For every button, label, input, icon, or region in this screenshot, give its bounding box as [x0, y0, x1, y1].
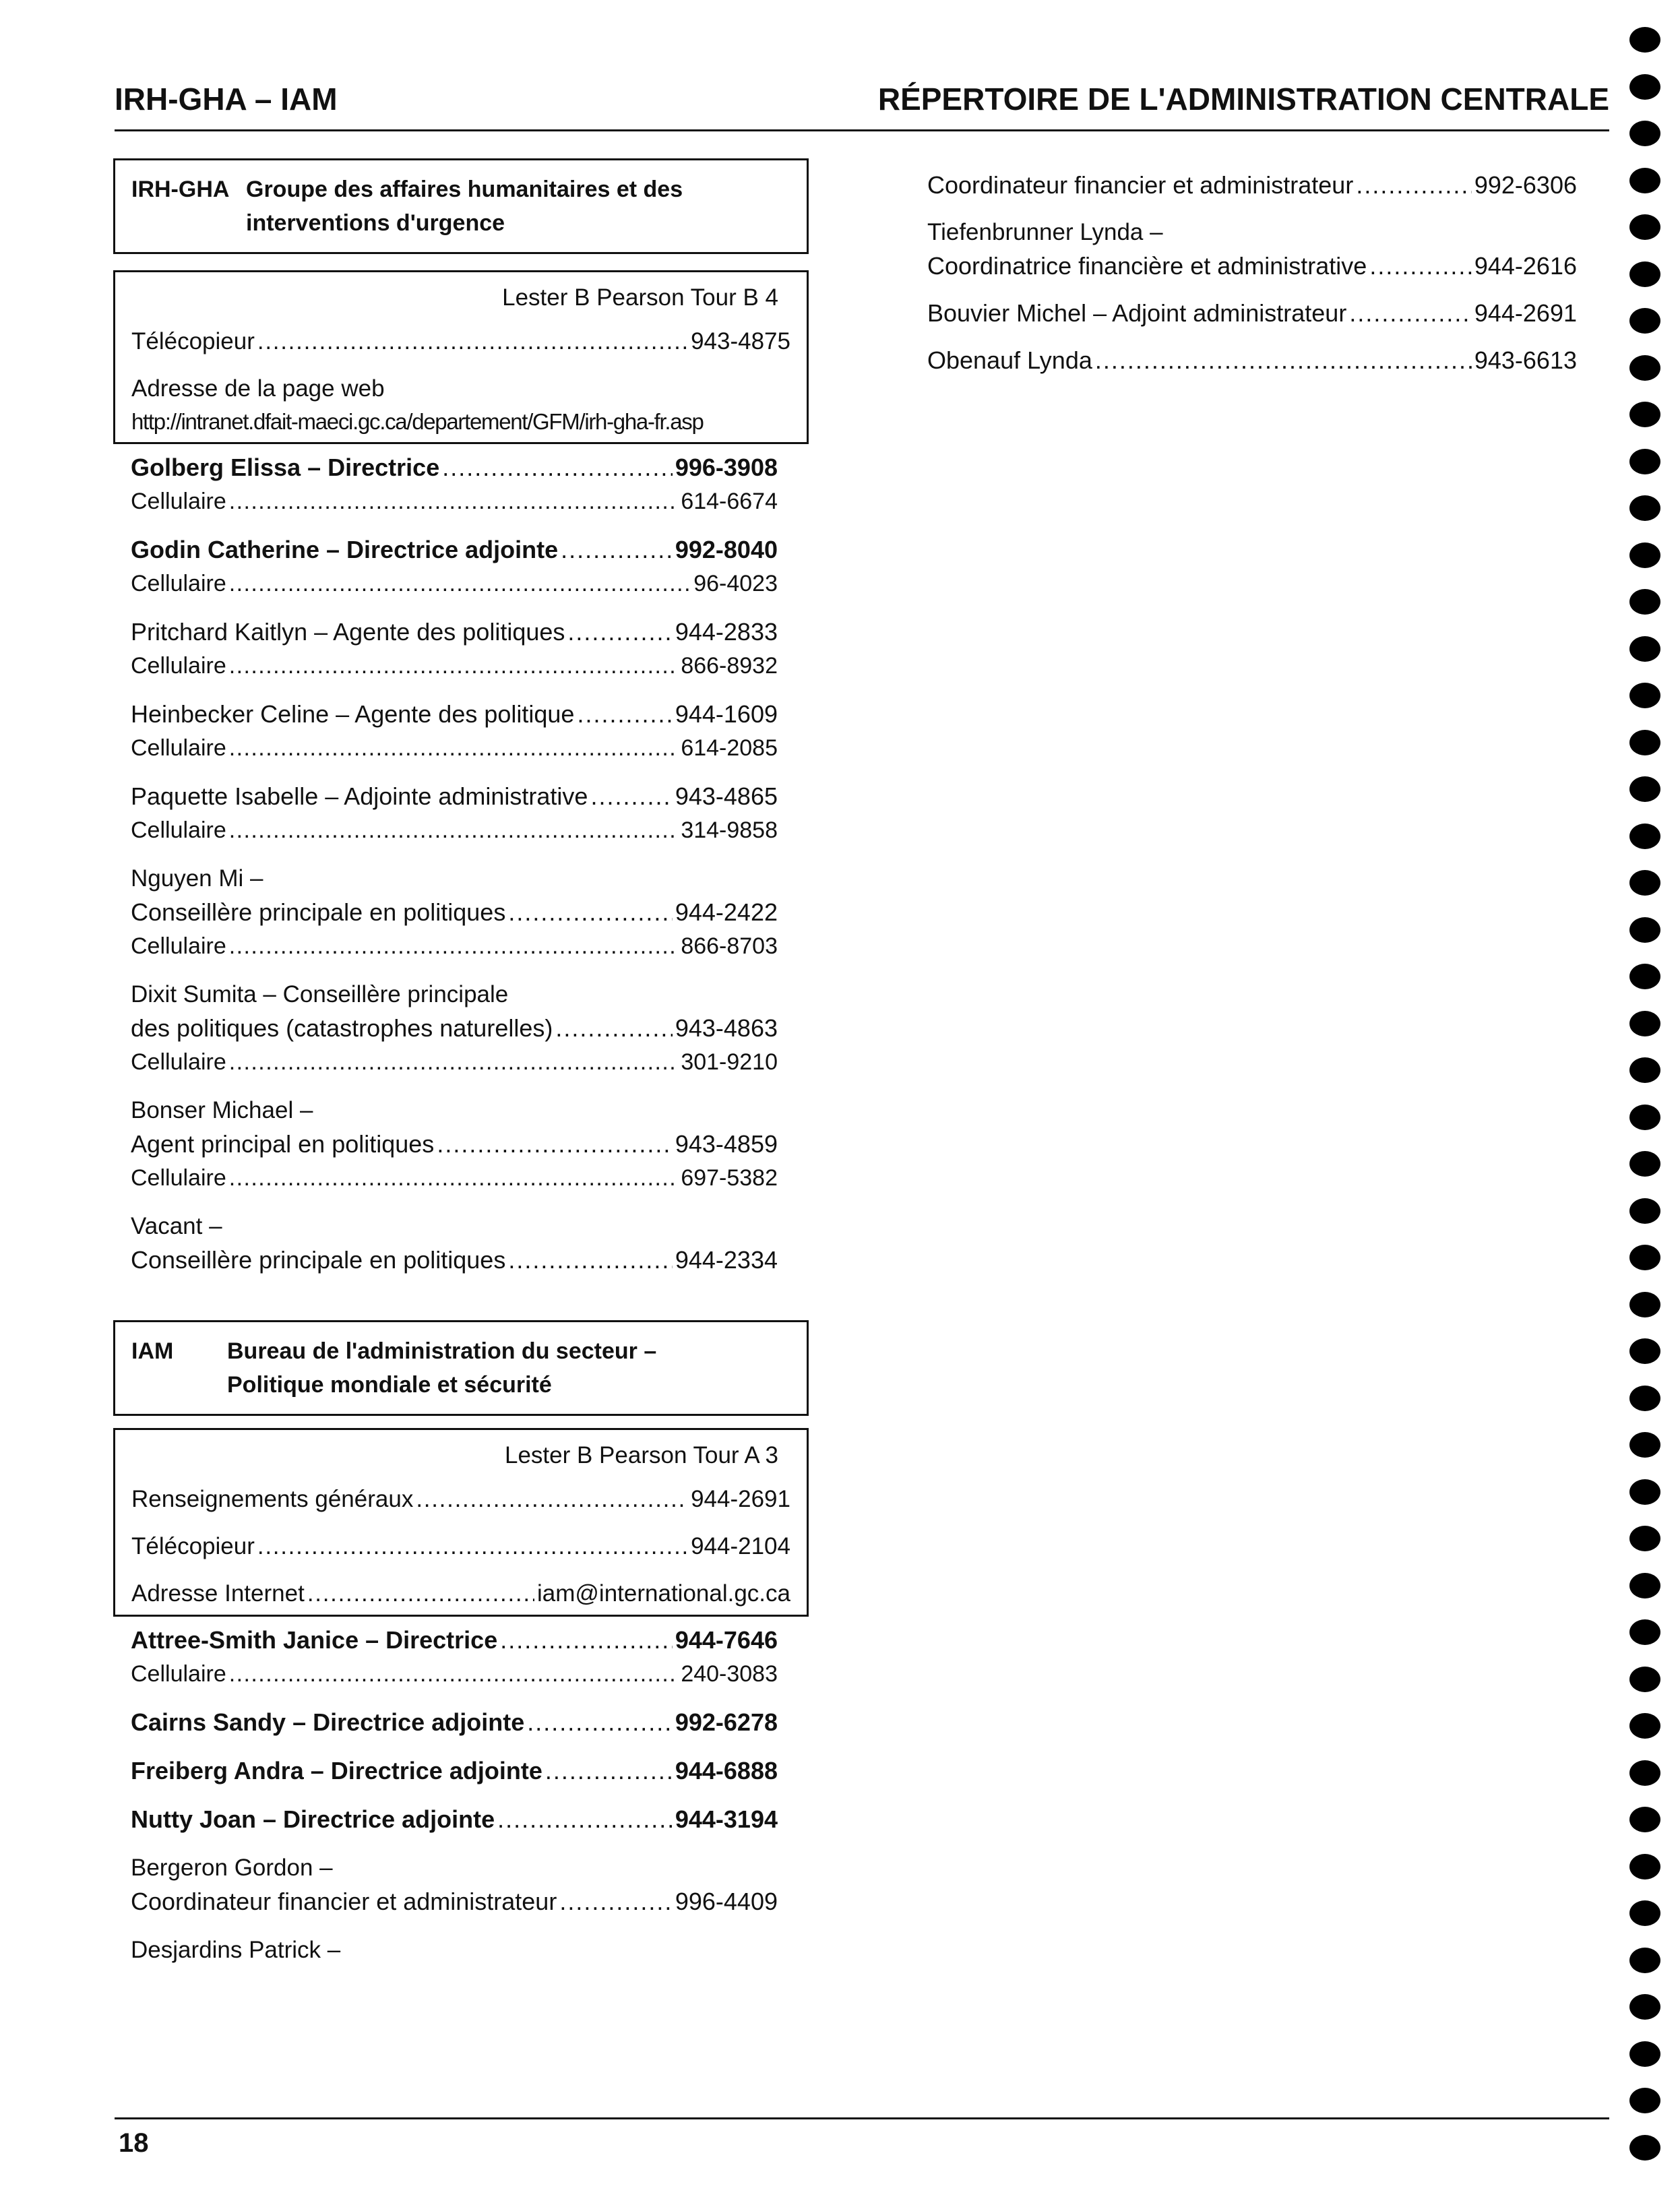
dot-leader — [229, 929, 679, 963]
section-title — [227, 1334, 790, 1402]
running-header-left: IRH-GHA – IAM — [115, 82, 338, 117]
entries-iam — [113, 1623, 809, 1967]
dot-leader — [1369, 249, 1472, 283]
list-item — [131, 780, 778, 847]
cell-number: 866-8932 — [681, 653, 778, 679]
dot-leader — [437, 1127, 673, 1161]
binding-hole — [1629, 2041, 1660, 2067]
section-code: IAM — [131, 1338, 174, 1364]
list-item — [131, 978, 778, 1079]
dot-leader — [508, 1243, 673, 1277]
binding-hole — [1629, 2088, 1660, 2113]
entry-title: Conseillère principale en politiques — [131, 898, 506, 926]
entry-name: Nutty Joan – Directrice adjointe — [131, 1805, 495, 1833]
entry-main-row — [927, 297, 1577, 330]
entry-name-line: Dixit Sumita – Conseillère principale — [131, 981, 509, 1007]
entry-name: Obenauf Lynda — [927, 346, 1092, 374]
entry-phone: 996-4409 — [675, 1888, 778, 1915]
entry-title: Agent principal en politiques — [131, 1130, 435, 1158]
binding-hole — [1629, 1807, 1660, 1832]
entry-name-line: Vacant – — [131, 1213, 222, 1239]
entry-cell-row — [131, 1045, 778, 1079]
entry-name-line: Tiefenbrunner Lynda – — [927, 219, 1163, 245]
binding-hole — [1629, 1479, 1660, 1505]
entry-name-line: Bonser Michael – — [131, 1097, 313, 1123]
list-item — [131, 1706, 778, 1739]
entry-main-row — [131, 615, 778, 649]
dot-leader — [229, 567, 691, 600]
info-row — [131, 1483, 790, 1516]
cell-label: Cellulaire — [131, 1049, 226, 1075]
binding-hole — [1629, 1011, 1660, 1036]
list-item — [131, 1851, 778, 1919]
binding-hole — [1629, 917, 1660, 943]
web-address — [131, 372, 790, 438]
binding-hole — [1629, 168, 1660, 193]
binding-hole — [1629, 1105, 1660, 1130]
binding-hole — [1629, 27, 1660, 53]
binding-hole — [1629, 1198, 1660, 1224]
dot-leader — [577, 697, 672, 731]
entry-main-row — [131, 697, 778, 731]
binding-hole — [1629, 449, 1660, 474]
binding-hole — [1629, 542, 1660, 568]
footer-rule — [115, 2117, 1609, 2119]
dot-leader — [1349, 297, 1472, 330]
binding-hole — [1629, 1948, 1660, 1973]
left-column — [113, 158, 809, 1967]
fax-label: Télécopieur — [131, 328, 255, 354]
dot-leader — [416, 1483, 688, 1516]
list-item — [131, 1094, 778, 1195]
entry-phone: 996-3908 — [675, 454, 778, 481]
binding-hole — [1629, 870, 1660, 896]
section-title-line: Groupe des affaires humanitaires et des — [246, 177, 683, 202]
dot-leader — [229, 1657, 679, 1691]
right-column — [927, 168, 1577, 377]
email-address: iam@international.gc.ca — [537, 1580, 790, 1607]
entry-phone: 944-2334 — [675, 1246, 778, 1274]
running-header-right: RÉPERTOIRE DE L'ADMINISTRATION CENTRALE — [877, 82, 1609, 117]
cell-label: Cellulaire — [131, 489, 226, 514]
entry-phone: 943-4859 — [675, 1130, 778, 1158]
cell-number: 614-2085 — [681, 735, 778, 761]
list-item — [131, 1933, 778, 1967]
cell-label: Cellulaire — [131, 571, 226, 596]
entry-name: Golberg Elissa – Directrice — [131, 454, 440, 481]
entry-title: Coordinateur financier et administrateur — [131, 1888, 557, 1915]
cell-number: 866-8703 — [681, 933, 778, 959]
entry-cell-row — [131, 485, 778, 518]
cell-label: Cellulaire — [131, 735, 226, 761]
section-info-box — [113, 270, 809, 444]
entry-name-line: Bergeron Gordon – — [131, 1855, 333, 1881]
cell-number: 697-5382 — [681, 1165, 778, 1191]
list-item — [131, 1210, 778, 1277]
location: Lester B Pearson Tour B 4 — [502, 284, 778, 311]
cell-label: Cellulaire — [131, 1165, 226, 1191]
dot-leader — [1356, 168, 1472, 202]
binding-hole — [1629, 308, 1660, 334]
entry-phone: 944-2422 — [675, 898, 778, 926]
binding-hole — [1629, 2135, 1660, 2161]
entry-phone: 944-2833 — [675, 618, 778, 646]
entry-cell-row — [131, 929, 778, 963]
dot-leader — [555, 1012, 673, 1045]
binding-hole — [1629, 355, 1660, 381]
binding-hole — [1629, 1573, 1660, 1598]
dot-leader — [1095, 344, 1472, 377]
cell-label: Cellulaire — [131, 817, 226, 843]
entry-cell-row — [131, 1657, 778, 1691]
section-title — [246, 173, 790, 240]
section-code: IRH-GHA — [131, 177, 230, 202]
entry-name: Pritchard Kaitlyn – Agente des politiques — [131, 618, 565, 646]
cell-number: 240-3083 — [681, 1661, 778, 1687]
dot-leader — [442, 451, 673, 485]
entry-main-row — [927, 249, 1577, 283]
dot-leader — [229, 813, 679, 847]
binding-hole — [1629, 1245, 1660, 1270]
binding-hole — [1629, 824, 1660, 849]
entry-phone: 944-7646 — [675, 1626, 778, 1654]
entry-phone: 943-4865 — [675, 782, 778, 810]
dot-leader — [257, 325, 688, 359]
entry-phone: 992-6278 — [675, 1708, 778, 1736]
binding-hole — [1629, 1432, 1660, 1458]
binding-hole — [1629, 261, 1660, 287]
entry-phone: 943-4863 — [675, 1014, 778, 1042]
fax-row — [131, 1530, 790, 1563]
entry-main-row — [131, 896, 778, 929]
binding-hole — [1629, 730, 1660, 755]
binding-hole — [1629, 121, 1660, 146]
cell-label: Cellulaire — [131, 653, 226, 679]
fax-number: 943-4875 — [691, 328, 790, 354]
dot-leader — [229, 731, 679, 765]
entry-name-line: Desjardins Patrick – — [131, 1937, 341, 1963]
entry-main-row — [927, 168, 1577, 202]
entry-main-row — [927, 344, 1577, 377]
section-info-box — [113, 1428, 809, 1617]
binding-hole — [1629, 1386, 1660, 1411]
binding-hole — [1629, 1338, 1660, 1364]
entry-phone: 944-6888 — [675, 1757, 778, 1784]
entry-title: Conseillère principale en politiques — [131, 1246, 506, 1274]
info-label: Renseignements généraux — [131, 1486, 414, 1512]
binding-hole — [1629, 683, 1660, 708]
list-item — [131, 451, 778, 518]
list-item — [131, 697, 778, 765]
entry-name: Freiberg Andra – Directrice adjointe — [131, 1757, 542, 1784]
list-item — [131, 862, 778, 963]
entry-name: Godin Catherine – Directrice adjointe — [131, 536, 559, 563]
entry-name: Heinbecker Celine – Agente des politique — [131, 700, 575, 728]
binding-hole — [1629, 964, 1660, 989]
binding-hole — [1629, 1151, 1660, 1177]
cell-number: 301-9210 — [681, 1049, 778, 1075]
cell-label: Cellulaire — [131, 933, 226, 959]
page-number: 18 — [119, 2128, 149, 2158]
section-heading-irh-gha — [113, 158, 809, 254]
web-url: http://intranet.dfait-maeci.gc.ca/departement/GFM/irh-gha-fr.asp — [131, 409, 704, 434]
entry-cell-row — [131, 731, 778, 765]
dot-leader — [229, 1161, 679, 1195]
entry-phone: 992-6306 — [1474, 171, 1577, 199]
list-item — [131, 533, 778, 600]
entry-title: Coordinateur financier et administrateur — [927, 171, 1354, 199]
location: Lester B Pearson Tour A 3 — [504, 1442, 778, 1468]
dot-leader — [497, 1803, 673, 1836]
dot-leader — [508, 896, 673, 929]
entry-main-row — [131, 533, 778, 567]
entry-main-row — [131, 451, 778, 485]
dot-leader — [527, 1706, 673, 1739]
entry-main-row — [131, 1803, 778, 1836]
entry-main-row — [131, 780, 778, 813]
dot-leader — [229, 485, 679, 518]
binding-hole — [1629, 74, 1660, 100]
entry-main-row — [131, 1127, 778, 1161]
entry-cell-row — [131, 1161, 778, 1195]
binding-hole — [1629, 1713, 1660, 1739]
entry-main-row — [131, 1754, 778, 1788]
binding-hole — [1629, 495, 1660, 521]
dot-leader — [500, 1623, 673, 1657]
entry-phone: 944-1609 — [675, 700, 778, 728]
header-rule — [115, 129, 1609, 131]
entry-title: des politiques (catastrophes naturelles) — [131, 1014, 553, 1042]
entry-name: Attree-Smith Janice – Directrice — [131, 1626, 498, 1654]
entry-name: Cairns Sandy – Directrice adjointe — [131, 1708, 525, 1736]
entry-name-line: Nguyen Mi – — [131, 865, 263, 892]
binding-hole — [1629, 1667, 1660, 1692]
binding-hole — [1629, 636, 1660, 662]
entry-title: Coordinatrice financière et administrative — [927, 252, 1367, 280]
entry-name: Bouvier Michel – Adjoint administrateur — [927, 299, 1347, 327]
fax-label: Télécopieur — [131, 1533, 255, 1559]
entry-phone: 992-8040 — [675, 536, 778, 563]
binding-hole — [1629, 589, 1660, 615]
binding-hole — [1629, 776, 1660, 802]
dot-leader — [257, 1530, 688, 1563]
binding-hole — [1629, 402, 1660, 427]
dot-leader — [559, 1885, 673, 1919]
list-item — [131, 1754, 778, 1788]
dot-leader — [229, 1045, 679, 1079]
entry-cell-row — [131, 813, 778, 847]
section-title-line: interventions d'urgence — [246, 210, 505, 236]
list-item — [131, 1623, 778, 1691]
entry-phone: 944-3194 — [675, 1805, 778, 1833]
list-item — [927, 297, 1577, 330]
entry-phone: 944-2691 — [1474, 299, 1577, 327]
entry-main-row — [131, 1885, 778, 1919]
entry-cell-row — [131, 649, 778, 683]
fax-number: 944-2104 — [691, 1533, 790, 1559]
binding-hole — [1629, 1292, 1660, 1317]
binding-hole — [1629, 1854, 1660, 1880]
dot-leader — [545, 1754, 673, 1788]
binding-hole — [1629, 1619, 1660, 1645]
web-label: Adresse de la page web — [131, 375, 385, 402]
list-item — [927, 168, 1577, 202]
entry-main-row — [131, 1012, 778, 1045]
binding-hole — [1629, 1526, 1660, 1551]
section-title-line: Politique mondiale et sécurité — [227, 1372, 552, 1398]
binding-hole — [1629, 214, 1660, 240]
list-item — [131, 1803, 778, 1836]
cell-number: 614-6674 — [681, 489, 778, 514]
binding-hole — [1629, 1900, 1660, 1926]
binding-hole — [1629, 1994, 1660, 2020]
section-heading-iam — [113, 1320, 809, 1416]
cell-number: 314-9858 — [681, 817, 778, 843]
fax-row — [131, 325, 790, 359]
binding-holes — [1629, 13, 1663, 2204]
dot-leader — [307, 1577, 534, 1611]
list-item — [927, 344, 1577, 377]
entry-cell-row — [131, 567, 778, 600]
entry-phone: 943-6613 — [1474, 346, 1577, 374]
entry-phone: 944-2616 — [1474, 252, 1577, 280]
email-row — [131, 1577, 790, 1611]
dot-leader — [567, 615, 672, 649]
cell-label: Cellulaire — [131, 1661, 226, 1687]
binding-hole — [1629, 1760, 1660, 1786]
dot-leader — [229, 649, 679, 683]
entry-name: Paquette Isabelle – Adjointe administrative — [131, 782, 588, 810]
list-item — [927, 216, 1577, 283]
section-title-line: Bureau de l'administration du secteur – — [227, 1338, 657, 1364]
entry-main-row — [131, 1623, 778, 1657]
list-item — [131, 615, 778, 683]
entry-main-row — [131, 1706, 778, 1739]
entries-iam-continued — [927, 168, 1577, 377]
entries-irh-gha — [113, 451, 809, 1277]
entry-main-row — [131, 1243, 778, 1277]
cell-number: 96-4023 — [693, 571, 778, 596]
email-label: Adresse Internet — [131, 1580, 305, 1607]
info-number: 944-2691 — [691, 1486, 790, 1512]
binding-hole — [1629, 1057, 1660, 1083]
dot-leader — [590, 780, 672, 813]
dot-leader — [561, 533, 673, 567]
